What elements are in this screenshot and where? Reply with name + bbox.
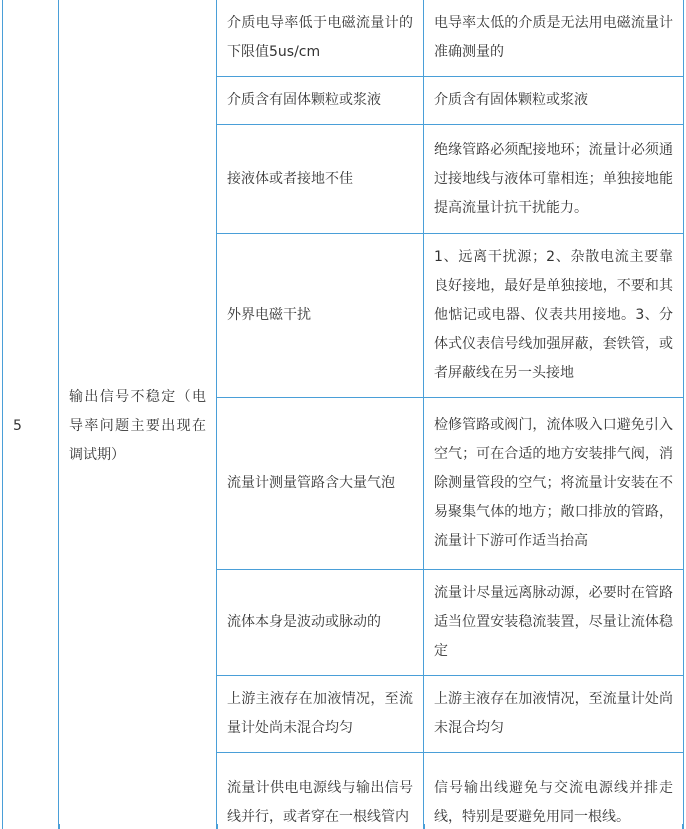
cause-cell: 流量计测量管路含大量气泡 [217, 398, 424, 570]
solution-cell: 电导率太低的介质是无法用电磁流量计准确测量的 [424, 0, 684, 77]
solution-cell: 检修管路或阀门，流体吸入口避免引入空气；可在合适的地方安装排气阀，消除测量管段的空气；将流量计安装在不易聚集气体的地方；敞口排放的管路，流量计下游可作适当抬高 [424, 398, 684, 570]
cause-cell: 流量计供电电源线与输出信号线并行，或者穿在一根线管内 [217, 753, 424, 829]
solution-cell: 流量计尽量远离脉动源，必要时在管路适当位置安装稳流装置，尽量让流体稳定 [424, 570, 684, 676]
next-row-edge [2, 824, 683, 829]
solution-cell: 介质含有固体颗粒或浆液 [424, 77, 684, 125]
solution-cell: 绝缘管路必须配接地环；流量计必须通过接地线与液体可靠相连；单独接地能提高流量计抗干扰能力。 [424, 125, 684, 234]
column-divider [59, 824, 60, 829]
solution-cell: 上游主液存在加液情况，至流量计处尚未混合均匀 [424, 676, 684, 753]
cause-cell: 介质含有固体颗粒或浆液 [217, 77, 424, 125]
solution-cell: 信号输出线避免与交流电源线并排走线，特别是要避免用同一根线。 [424, 753, 684, 829]
row-number-cell: 5 [3, 0, 59, 829]
cause-cell: 介质电导率低于电磁流量计的下限值5us/cm [217, 0, 424, 77]
cause-cell: 外界电磁干扰 [217, 234, 424, 398]
troubleshooting-table [2, 0, 684, 829]
column-divider [217, 824, 218, 829]
solution-cell: 1、远离干扰源；2、杂散电流主要靠良好接地，最好是单独接地，不要和其他惦记或电器、仪表共用接地。3、分体式仪表信号线加强屏蔽，套铁管，或者屏蔽线在另一头接地 [424, 234, 684, 398]
cause-cell: 流体本身是波动或脉动的 [217, 570, 424, 676]
symptom-cell: 输出信号不稳定（电导率问题主要出现在调试期） [59, 0, 217, 829]
column-divider [424, 824, 425, 829]
table-row [3, 0, 684, 77]
cause-cell: 上游主液存在加液情况，至流量计处尚未混合均匀 [217, 676, 424, 753]
cause-cell: 接液体或者接地不佳 [217, 125, 424, 234]
